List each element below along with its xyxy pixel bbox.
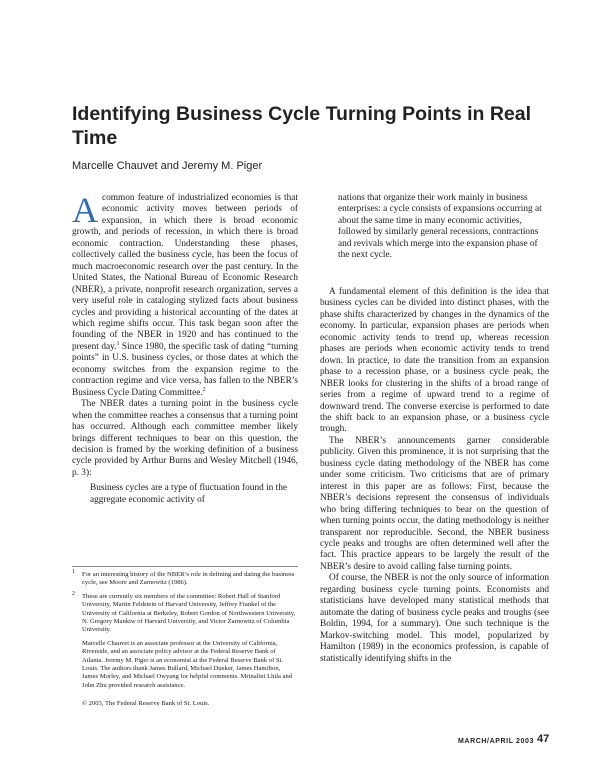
footnote-ref-2[interactable]: 2 [202, 386, 206, 393]
drop-cap: A [72, 190, 98, 230]
footnote-divider [72, 566, 298, 567]
intro-text-continued: Since 1980, the specific task of dating “turning points” in U.S. business cycles, or those dates at which the economy switches from the expansion regime to the contraction regime and vice versa, has fallen to the NBER’s Business Cycle Dating Committee. [72, 341, 298, 398]
intro-paragraph [72, 190, 298, 399]
footnote-ref-1[interactable]: 1 [116, 340, 120, 347]
footnote-text: For an interesting history of the NBER’s role in defining and dating the business cycle, see Moore and Zarnowitz (1986). [82, 571, 295, 587]
block-quote-end: nations that organize their work mainly in business enterprises: a cycle consists of expansions occurring at about the same time in many economic activities, followed by similarly general recessions, contractions and revivals which merge into the expansion phase of the next cycle. [338, 193, 542, 261]
copyright-notice: © 2003, The Federal Reserve Bank of St. Louis. [82, 700, 210, 708]
body-paragraph-3: A fundamental element of this definition is the idea that business cycles can be divided into distinct phases, with the phase shifts characterized by changes in the dynamics of the economy. In particular, expansion phases are periods when economic activity tends to trend up, whereas recession phases are periods when economic activity tends to trend down. In practice, to date the transition from an expansion phase to a recession phase, or a business cycle peak, the NBER looks for clustering in the shifts of a broad range of series from a regime of upward trend to a regime of downward trend. The converse exercise is performed to date the shift back to an expansion phase, or a business cycle trough. [320, 287, 549, 435]
page-number: 47 [537, 733, 550, 745]
left-column [72, 190, 298, 506]
right-column [320, 287, 549, 665]
footnote-number: 1 [72, 568, 75, 575]
footnote-number: 2 [72, 590, 75, 597]
article-authors: Marcelle Chauvet and Jeremy M. Piger [72, 160, 263, 172]
body-paragraph-2: The NBER dates a turning point in the business cycle when the committee reaches a consensus that a turning point has occurred. Although each committee member likely brings different techniques to bear on this question, the decision is framed by the working definition of a business cycle provided by Arthur Burns and Wesley Mitchell (1946, p. 3): [72, 399, 298, 478]
body-paragraph-5: Of course, the NBER is not the only source of information regarding business cycle turning points. Economists and statisticians have developed many statistical methods that automate the dating of business cycle peaks and troughs (see Boldin, 1994, for a summary). One such technique is the Markov-switching model. This model, popularized by Hamilton (1989) in the economics profession, is capable of statistically identifying shifts in the [320, 573, 549, 664]
footnote-1 [72, 568, 298, 588]
author-bio: Marcelle Chauvet is an associate professor at the University of California, Riverside, and an associate policy advisor at the Federal Reserve Bank of Atlanta. Jeremy M. Piger is an economist at the Federal Reserve Bank of St. Louis. The authors thank James Bullard, Michael Dueker, James Hamilton, James Morley, and Michael Owyang for helpful comments. Mrinalini Lhila and John Zhu provided research assistance. [82, 639, 293, 689]
body-paragraph-4: The NBER’s announcements garner considerable publicity. Given this prominence, it is not surprising that the business cycle dating methodology of the NBER has come under some criticism. Two criticisms that are of primary interest in this paper are as follows: First, because the NBER’s decisions represent the consensus of individuals who bring differing techniques to bear on the question of when turning points occur, the dating methodology is neither transparent nor reproducible. Second, the NBER business cycle peaks and troughs are often determined well after the fact. This practice appears to be largely the result of the NBER’s desire to avoid calling false turning points. [320, 435, 549, 572]
issue-date: MARCH/APRIL 2003 [458, 738, 534, 745]
footnotes [72, 568, 298, 709]
footnote-2 [72, 590, 298, 635]
article-title: Identifying Business Cycle Turning Points in Real Time [72, 103, 532, 149]
intro-text: common feature of industrialized economies is that economic activity moves between periods of expansion, in which there is broad economic growth, and periods of recession, in which there is broad economic contraction. Understanding these phases, collectively called the business cycle, has been the focus of much macroeconomic research over the past century. In the United States, the National Bureau of Economic Research (NBER), a private, nonprofit research organization, serves a very useful role in cataloging stylized facts about business cycles and providing a historical accounting of the dates at which regime shifts occur. This task began soon after the founding of the NBER in 1920 and has continued to the present day. [72, 193, 298, 352]
footnote-text: These are currently six members of the committee: Robert Hall of Stanford University, Martin Feldstein of Harvard University, Jeffrey Frankel of the University of California at Berkeley, Robert Gordon of Northwestern University, N. Gregory Mankiw of Harvard University, and Victor Zarnowitz of Columbia University. [82, 592, 296, 634]
block-quote-start: Business cycles are a type of fluctuation found in the aggregate economic activity of [90, 483, 287, 505]
